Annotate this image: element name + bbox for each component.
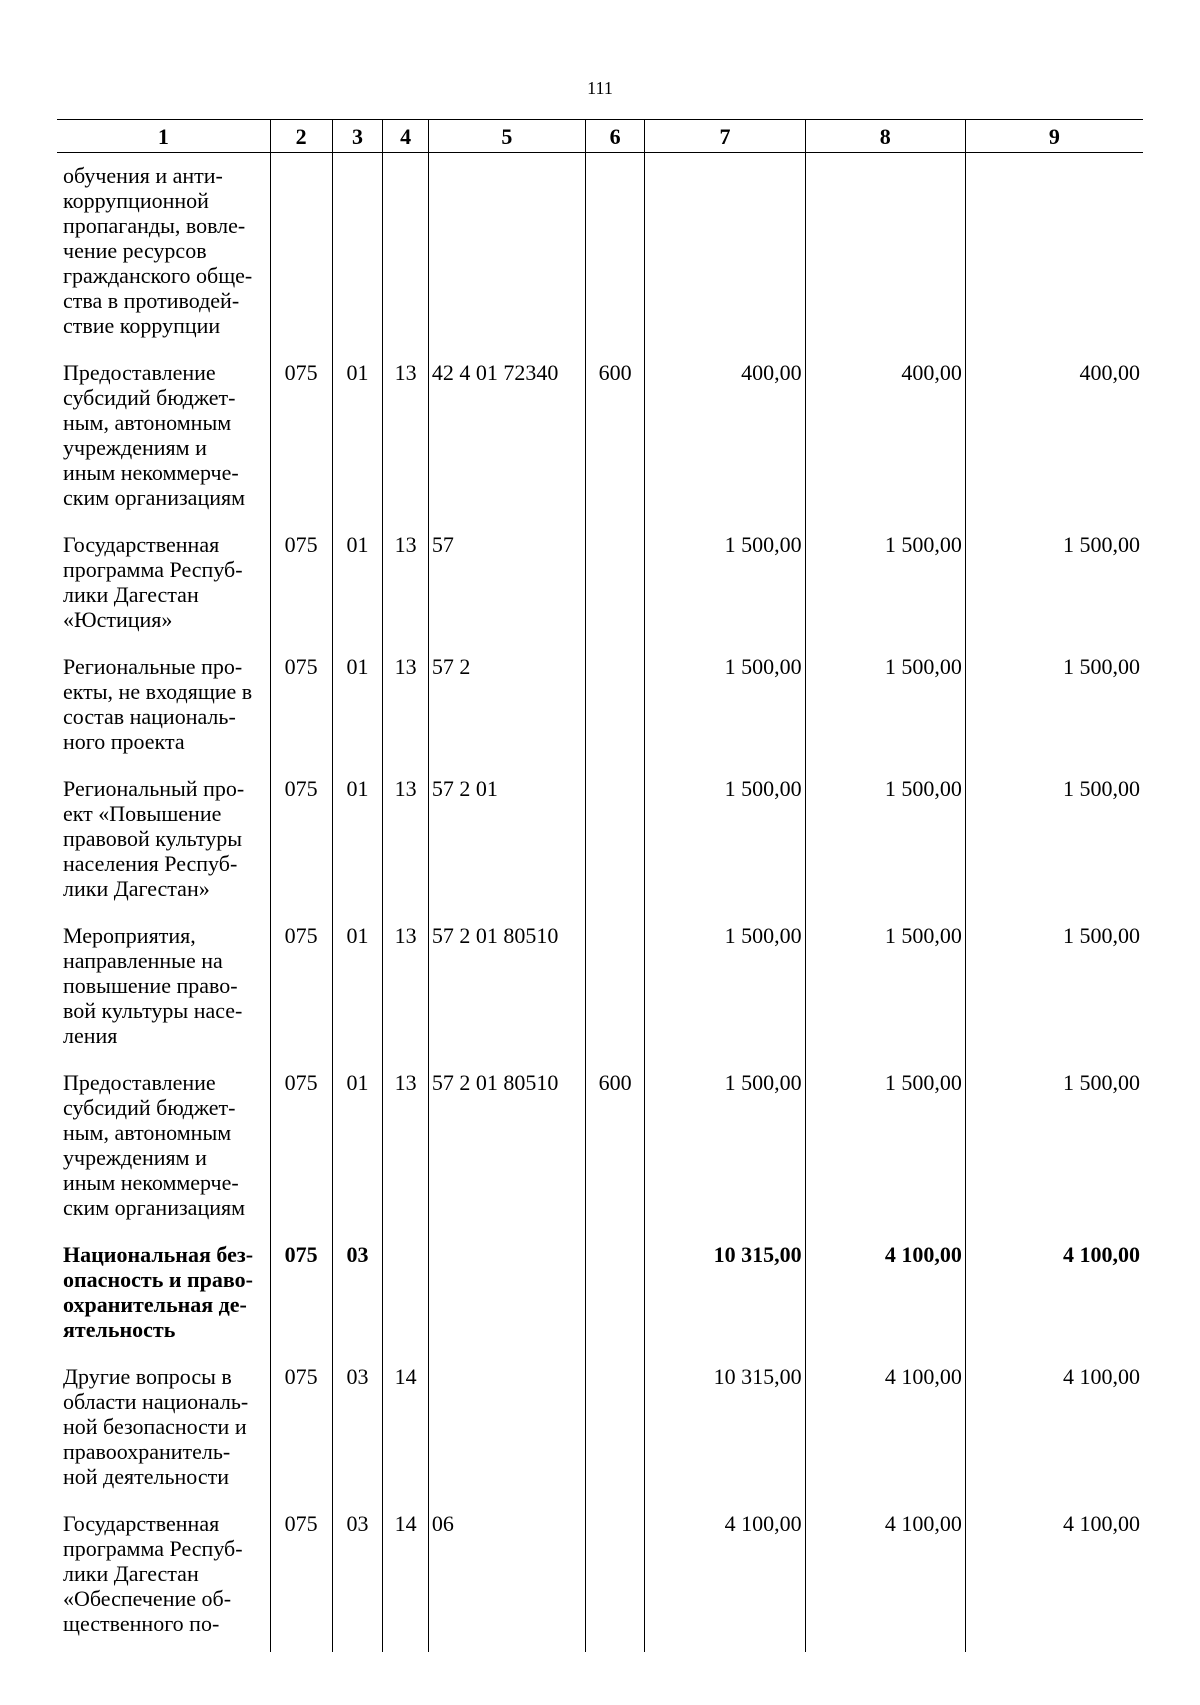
row-ministry-code: 075 bbox=[270, 1358, 332, 1505]
row-amount-col-8: 1 500,00 bbox=[805, 770, 965, 917]
table-row bbox=[57, 648, 1143, 770]
row-target-article-code bbox=[428, 1358, 585, 1505]
row-section-code: 03 bbox=[332, 1358, 383, 1505]
table-row bbox=[57, 153, 1143, 355]
header-col-2: 2 bbox=[270, 120, 332, 153]
row-target-article-code: 57 2 01 80510 bbox=[428, 1064, 585, 1236]
table-row bbox=[57, 526, 1143, 648]
row-ministry-code: 075 bbox=[270, 1505, 332, 1652]
row-subsection-code bbox=[383, 1236, 428, 1358]
row-name bbox=[57, 917, 270, 1064]
row-name bbox=[57, 153, 270, 355]
row-amount-col-9: 1 500,00 bbox=[965, 770, 1143, 917]
row-subsection-code: 13 bbox=[383, 917, 428, 1064]
row-name-text: Предоставление субсидий бюджет- ным, автономным учреждениям и иным некоммерче- ским организациям bbox=[63, 360, 246, 510]
row-name bbox=[57, 526, 270, 648]
row-name bbox=[57, 770, 270, 917]
row-name bbox=[57, 1236, 270, 1358]
row-expense-type-code bbox=[585, 917, 645, 1064]
row-amount-col-8: 1 500,00 bbox=[805, 648, 965, 770]
row-amount-col-7: 1 500,00 bbox=[645, 917, 805, 1064]
row-expense-type-code: 600 bbox=[585, 1064, 645, 1236]
table-row bbox=[57, 1505, 1143, 1652]
row-amount-col-7: 4 100,00 bbox=[645, 1505, 805, 1652]
row-ministry-code: 075 bbox=[270, 1236, 332, 1358]
row-subsection-code: 13 bbox=[383, 1064, 428, 1236]
row-subsection-code: 13 bbox=[383, 770, 428, 917]
row-section-code bbox=[332, 153, 383, 355]
row-expense-type-code bbox=[585, 1358, 645, 1505]
row-target-article-code: 57 bbox=[428, 526, 585, 648]
row-amount-col-8: 1 500,00 bbox=[805, 526, 965, 648]
row-subsection-code: 13 bbox=[383, 354, 428, 526]
row-amount-col-8: 400,00 bbox=[805, 354, 965, 526]
row-amount-col-9: 1 500,00 bbox=[965, 648, 1143, 770]
row-name bbox=[57, 1358, 270, 1505]
row-name-text: Другие вопросы в области националь- ной безопасности и правоохранитель- ной деятельности bbox=[63, 1364, 249, 1489]
header-col-4: 4 bbox=[383, 120, 428, 153]
table-row bbox=[57, 770, 1143, 917]
header-col-5: 5 bbox=[428, 120, 585, 153]
row-name-text: Предоставление субсидий бюджет- ным, автономным учреждениям и иным некоммерче- ским организациям bbox=[63, 1070, 246, 1220]
row-amount-col-7: 10 315,00 bbox=[645, 1358, 805, 1505]
row-ministry-code: 075 bbox=[270, 1064, 332, 1236]
row-subsection-code: 14 bbox=[383, 1505, 428, 1652]
row-name-text: Региональные про- екты, не входящие в состав националь- ного проекта bbox=[63, 654, 253, 754]
row-ministry-code bbox=[270, 153, 332, 355]
row-section-code: 01 bbox=[332, 354, 383, 526]
row-name-text: Региональный про- ект «Повышение правовой культуры населения Респуб- лики Дагестан» bbox=[63, 776, 245, 901]
row-expense-type-code bbox=[585, 648, 645, 770]
row-section-code: 01 bbox=[332, 770, 383, 917]
row-subsection-code: 13 bbox=[383, 526, 428, 648]
row-section-code: 01 bbox=[332, 648, 383, 770]
row-ministry-code: 075 bbox=[270, 354, 332, 526]
row-amount-col-8: 4 100,00 bbox=[805, 1505, 965, 1652]
row-name-text: обучения и анти- коррупционной пропаганды, вовле- чение ресурсов гражданского обще- ства в противодей- ствие коррупции bbox=[63, 163, 253, 338]
row-ministry-code: 075 bbox=[270, 770, 332, 917]
row-target-article-code: 42 4 01 72340 bbox=[428, 354, 585, 526]
table-row bbox=[57, 354, 1143, 526]
row-amount-col-8: 1 500,00 bbox=[805, 917, 965, 1064]
row-subsection-code: 13 bbox=[383, 648, 428, 770]
row-amount-col-8: 4 100,00 bbox=[805, 1358, 965, 1505]
table-row bbox=[57, 917, 1143, 1064]
row-name bbox=[57, 648, 270, 770]
row-expense-type-code bbox=[585, 1236, 645, 1358]
row-amount-col-9 bbox=[965, 153, 1143, 355]
row-name-text: Национальная без- опасность и право- охранительная де- ятельность bbox=[63, 1242, 254, 1342]
table-row bbox=[57, 1358, 1143, 1505]
row-amount-col-7: 1 500,00 bbox=[645, 526, 805, 648]
row-amount-col-9: 1 500,00 bbox=[965, 917, 1143, 1064]
budget-table bbox=[57, 119, 1143, 1652]
row-subsection-code: 14 bbox=[383, 1358, 428, 1505]
row-amount-col-8 bbox=[805, 153, 965, 355]
header-col-1: 1 bbox=[57, 120, 270, 153]
row-amount-col-9: 400,00 bbox=[965, 354, 1143, 526]
row-section-code: 01 bbox=[332, 917, 383, 1064]
row-name bbox=[57, 1505, 270, 1652]
row-amount-col-7: 1 500,00 bbox=[645, 1064, 805, 1236]
row-target-article-code: 57 2 01 bbox=[428, 770, 585, 917]
row-expense-type-code bbox=[585, 1505, 645, 1652]
row-amount-col-9: 4 100,00 bbox=[965, 1358, 1143, 1505]
row-amount-col-8: 4 100,00 bbox=[805, 1236, 965, 1358]
row-name-text: Государственная программа Респуб- лики Дагестан «Обеспечение об- щественного по- bbox=[63, 1511, 243, 1636]
row-target-article-code bbox=[428, 1236, 585, 1358]
header-col-9: 9 bbox=[965, 120, 1143, 153]
table-body bbox=[57, 153, 1143, 1653]
row-name bbox=[57, 354, 270, 526]
row-expense-type-code: 600 bbox=[585, 354, 645, 526]
row-subsection-code bbox=[383, 153, 428, 355]
row-name-text: Мероприятия, направленные на повышение право- вой культуры насе- ления bbox=[63, 923, 243, 1048]
row-amount-col-9: 4 100,00 bbox=[965, 1236, 1143, 1358]
header-col-6: 6 bbox=[585, 120, 645, 153]
row-amount-col-9: 1 500,00 bbox=[965, 526, 1143, 648]
row-expense-type-code bbox=[585, 526, 645, 648]
row-expense-type-code bbox=[585, 153, 645, 355]
header-col-8: 8 bbox=[805, 120, 965, 153]
row-amount-col-7: 10 315,00 bbox=[645, 1236, 805, 1358]
header-col-7: 7 bbox=[645, 120, 805, 153]
row-section-code: 01 bbox=[332, 526, 383, 648]
row-target-article-code: 57 2 bbox=[428, 648, 585, 770]
row-section-code: 03 bbox=[332, 1505, 383, 1652]
page-number: 111 bbox=[587, 78, 613, 98]
header-row bbox=[57, 120, 1143, 153]
row-section-code: 01 bbox=[332, 1064, 383, 1236]
table-row bbox=[57, 1236, 1143, 1358]
row-amount-col-8: 1 500,00 bbox=[805, 1064, 965, 1236]
row-amount-col-7: 1 500,00 bbox=[645, 648, 805, 770]
row-section-code: 03 bbox=[332, 1236, 383, 1358]
row-amount-col-9: 1 500,00 bbox=[965, 1064, 1143, 1236]
row-name bbox=[57, 1064, 270, 1236]
row-amount-col-7: 400,00 bbox=[645, 354, 805, 526]
row-expense-type-code bbox=[585, 770, 645, 917]
row-target-article-code: 57 2 01 80510 bbox=[428, 917, 585, 1064]
row-amount-col-7 bbox=[645, 153, 805, 355]
row-name-text: Государственная программа Респуб- лики Дагестан «Юстиция» bbox=[63, 532, 243, 632]
header-col-3: 3 bbox=[332, 120, 383, 153]
row-amount-col-7: 1 500,00 bbox=[645, 770, 805, 917]
table-row bbox=[57, 1064, 1143, 1236]
row-amount-col-9: 4 100,00 bbox=[965, 1505, 1143, 1652]
row-ministry-code: 075 bbox=[270, 917, 332, 1064]
row-ministry-code: 075 bbox=[270, 526, 332, 648]
row-ministry-code: 075 bbox=[270, 648, 332, 770]
row-target-article-code bbox=[428, 153, 585, 355]
row-target-article-code: 06 bbox=[428, 1505, 585, 1652]
